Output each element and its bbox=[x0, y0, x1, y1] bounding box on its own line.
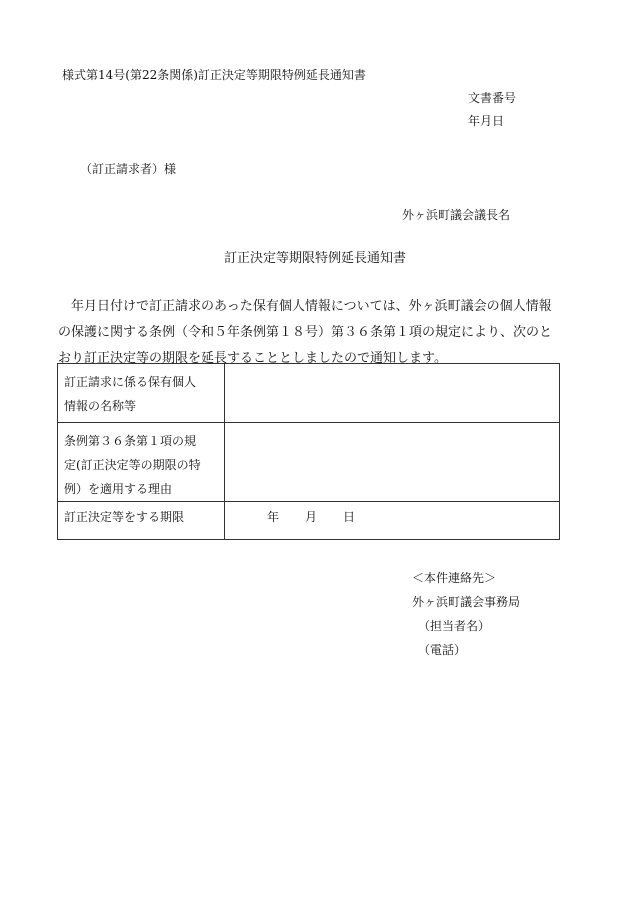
table-label-cell bbox=[58, 364, 225, 423]
body-paragraph bbox=[58, 294, 578, 372]
contact-heading: ＜本件連絡先＞ bbox=[412, 571, 497, 585]
document-date-label: 年月日 bbox=[468, 114, 505, 128]
deadline-month-label: 月 bbox=[305, 510, 318, 524]
form-label: 様式第14号(第22条関係)訂正決定等期限特例延長通知書 bbox=[62, 68, 366, 82]
document-title: 訂正決定等期限特例延長通知書 bbox=[223, 251, 406, 266]
deadline-day-label: 日 bbox=[343, 510, 356, 524]
table-row bbox=[58, 364, 560, 423]
document-number-label: 文書番号 bbox=[468, 91, 517, 105]
addressee: （訂正請求者）様 bbox=[80, 162, 177, 176]
label-line: 訂正請求に係る保有個人 bbox=[64, 375, 197, 389]
table-label-cell bbox=[58, 423, 225, 502]
label-line: 例）を適用する理由 bbox=[64, 482, 173, 496]
label-line: 条例第３６条第１項の規 bbox=[64, 434, 197, 448]
body-line: の保護に関する条例（令和５年条例第１８号）第３６条第１項の規定により、次のと bbox=[58, 325, 553, 340]
label-line: 定(訂正決定等の期限の特 bbox=[64, 458, 201, 472]
contact-block bbox=[412, 566, 520, 662]
contact-phone: （電話） bbox=[418, 643, 467, 657]
contact-office: 外ヶ浜町議会事務局 bbox=[412, 595, 521, 609]
sender-name: 外ヶ浜町議会議長名 bbox=[402, 208, 511, 222]
personal-info-name-field[interactable] bbox=[225, 364, 560, 423]
deadline-year-label: 年 bbox=[267, 510, 280, 524]
contact-person: （担当者名） bbox=[418, 619, 491, 633]
extension-details-table bbox=[57, 363, 560, 540]
label-line: 情報の名称等 bbox=[64, 399, 137, 413]
extension-reason-field[interactable] bbox=[225, 423, 560, 502]
table-row bbox=[58, 423, 560, 502]
body-line: おり訂正決定等の期限を延長することとしましたので通知します。 bbox=[58, 351, 447, 366]
table-row bbox=[58, 502, 560, 540]
deadline-date-field[interactable] bbox=[225, 502, 560, 540]
body-line: 年月日付けで訂正請求のあった保有個人情報については、外ヶ浜町議会の個人情報 bbox=[71, 299, 552, 314]
table-label-cell: 訂正決定等をする期限 bbox=[58, 502, 225, 540]
